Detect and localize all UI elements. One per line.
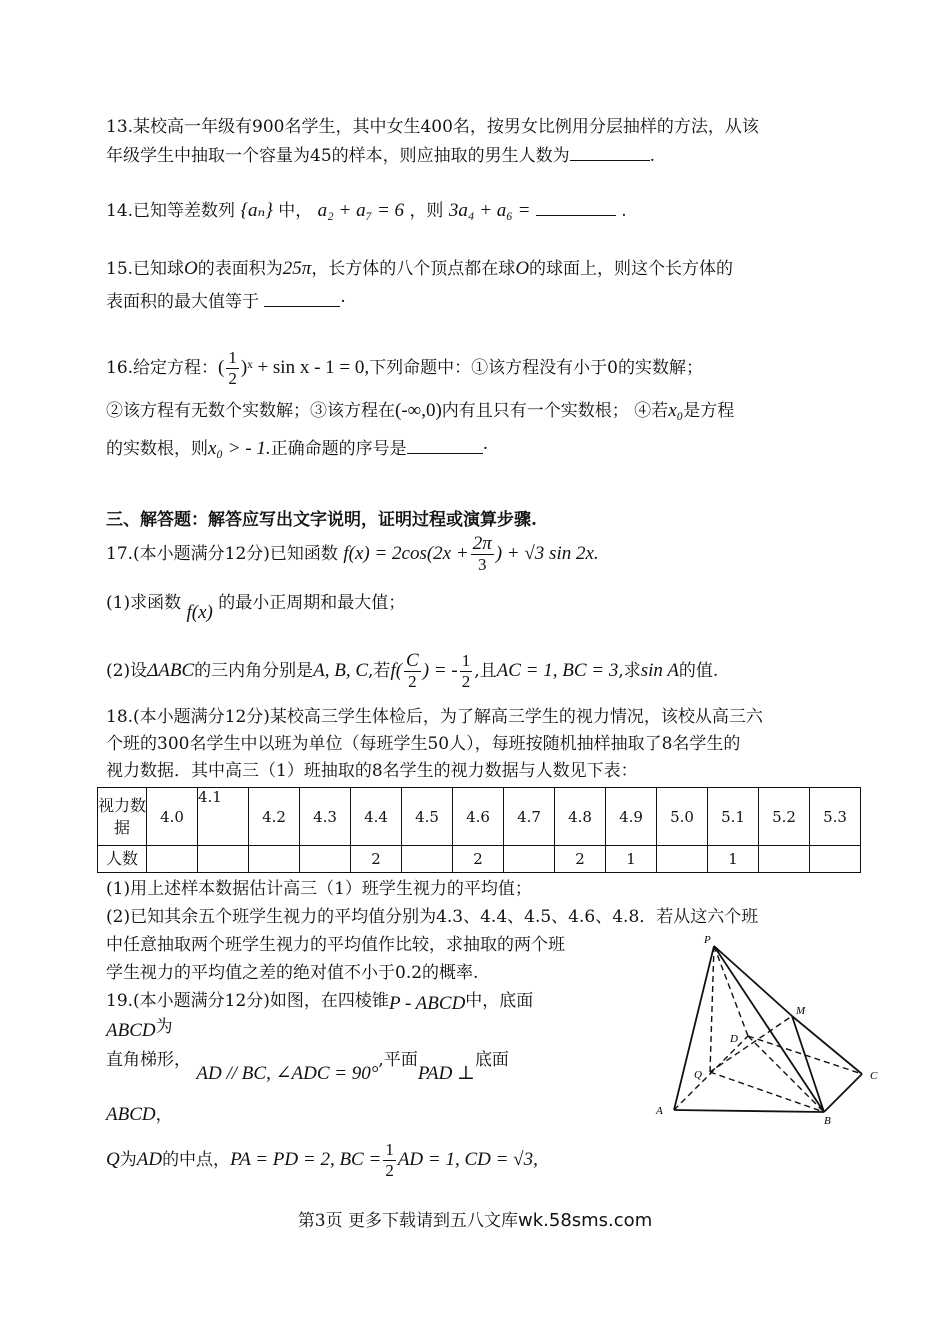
count-cell: [147, 846, 198, 873]
count-cell: [249, 846, 300, 873]
q14-end: .: [621, 201, 627, 221]
q17-p2e: ,求: [618, 661, 641, 681]
q19-pad: PAD ⊥: [417, 1063, 475, 1084]
value-cell: 4.4: [351, 788, 402, 846]
q17-p1f: f(x): [186, 602, 213, 623]
value-cell: 4.7: [504, 788, 555, 846]
q19-line4: [106, 1102, 173, 1128]
q17-fx: f(x) = 2cos(2x +: [343, 543, 469, 564]
q17-eqn: ) = -: [422, 660, 458, 681]
value-cell: 4.3: [300, 788, 351, 846]
count-cell: [810, 846, 861, 873]
q15-area: 25π: [282, 258, 312, 279]
q15-o2: O: [515, 258, 530, 279]
count-cell: [504, 846, 555, 873]
q17-tri: ΔABC: [147, 660, 195, 681]
q16-t3b: 正确命题的序号是: [270, 439, 407, 459]
q17-hfrac: [460, 651, 473, 692]
count-cell: 2: [351, 846, 402, 873]
label-m: M: [796, 1005, 806, 1017]
value-cell: 5.2: [759, 788, 810, 846]
q17-p2d: ,且: [474, 661, 497, 681]
header-vision: 视力数据: [98, 788, 147, 846]
q17-hnum: 1: [461, 651, 471, 670]
q18-line1: 18.(本小题满分12分)某校高三学生体检后，为了解高三学生的视力情况，该校从高三六: [106, 707, 763, 727]
q16-cond: x₀ > - 1.: [208, 438, 271, 459]
count-cell: [759, 846, 810, 873]
value-cell: 4.9: [606, 788, 657, 846]
q19-t5b: 的中点，: [162, 1150, 231, 1170]
q16-t2c: 是方程: [683, 401, 735, 421]
q14-comma: ，则: [409, 201, 444, 221]
q19-abcd1: ABCD: [106, 1020, 156, 1041]
value-cell: 5.3: [810, 788, 861, 846]
q14-prefix: 14.已知等差数列: [106, 201, 236, 221]
table-row-values: [98, 788, 861, 846]
q15-end: ·: [340, 292, 346, 312]
q15-o1: O: [184, 258, 198, 279]
q18-p1: (1)用上述样本数据估计高三（1）班学生视力的平均值；: [106, 879, 532, 899]
count-cell: [657, 846, 708, 873]
q19-wei: 为: [155, 1017, 173, 1037]
q16-line1: 16.给定方程：( $\frac{1}{2}$ )ˣ + sin x - 1 = 0,下列命题中：①该方程没有小于0的实数解；: [106, 348, 703, 388]
q13-line1: 13.某校高一年级有900名学生，其中女生400名，按男女比例用分层抽样的方法，从该: [106, 117, 759, 137]
q16-rest: 下列命题中：①该方程没有小于0的实数解；: [369, 358, 703, 378]
q17-fc: f(: [390, 660, 403, 681]
edge-pq: [710, 946, 714, 1072]
q14-cond: a₂ + a₇ = 6: [317, 200, 405, 221]
value-cell: 4.1: [198, 788, 249, 846]
table-row-counts: [98, 846, 861, 873]
label-c: C: [870, 1070, 878, 1082]
edge-pa: [674, 946, 714, 1110]
q17-hden: 2: [461, 672, 471, 691]
q16-t2b: 内有且只有一个实数根； ④若: [441, 401, 669, 421]
q19-t3c: 底面: [474, 1050, 509, 1070]
q19-comma: ，: [155, 1105, 173, 1125]
count-cell: 1: [708, 846, 759, 873]
q19-ad: AD: [136, 1149, 163, 1170]
value-cell: 4.8: [555, 788, 606, 846]
q17-abc: A, B, C: [313, 660, 369, 681]
q15-t2: 的表面积为: [197, 259, 283, 279]
value-cell: 5.1: [708, 788, 759, 846]
q19-q: Q: [106, 1149, 120, 1170]
q19-fnum: 1: [385, 1140, 394, 1159]
q18-p2b: 中任意抽取两个班学生视力的平均值作比较，求抽取的两个班: [106, 935, 565, 955]
q19-t5a: 为: [119, 1150, 137, 1170]
q17-p2c: ,若: [368, 661, 391, 681]
q14-seq: {aₙ}: [240, 200, 273, 221]
q19-pabcd: P - ABCD: [388, 993, 466, 1014]
q18-p2a: (2)已知其余五个班学生视力的平均值分别为4.3、4.4、4.5、4.6、4.8．若从这六个班: [106, 907, 759, 927]
count-cell: 2: [453, 846, 504, 873]
q13-end: .: [649, 146, 656, 166]
label-q: Q: [694, 1069, 702, 1081]
q15-t1: 15.已知球: [106, 259, 185, 279]
count-cell: 2: [555, 846, 606, 873]
q15-answer-blank: [264, 294, 340, 307]
q17-num: 2π: [472, 533, 492, 554]
q15-t5: 表面积的最大值等于: [106, 292, 259, 312]
q17-sina: sin A: [640, 660, 679, 681]
q17-den: 3: [477, 555, 487, 574]
edge-db: [748, 1036, 824, 1112]
q16-t2a: ②该方程有无数个实数解；③该方程在: [106, 401, 395, 421]
q14-mid: 中，: [278, 201, 313, 221]
q19-t1a: 19.(本小题满分12分)如图，在四棱锥: [106, 991, 389, 1011]
q15-line1: [106, 256, 733, 282]
footer-text: 第3页 更多下载请到五八文库: [297, 1211, 518, 1231]
q13-text: 年级学生中抽取一个容量为45的样本，则应抽取的男生人数为: [106, 146, 570, 166]
footer-site-link[interactable]: wk.58sms.com: [518, 1210, 653, 1231]
q17-p2a: (2)设: [106, 661, 148, 681]
q17-cfrac: [404, 651, 421, 692]
vision-table: [97, 787, 861, 873]
q14-line: [106, 198, 627, 224]
value-cell: 4.5: [402, 788, 453, 846]
q18-p2c: 学生视力的平均值之差的绝对值不小于0.2的概率.: [106, 963, 479, 983]
header-count: 人数: [98, 846, 147, 873]
q19-line2: [106, 1018, 173, 1044]
q19-pa: PA = PD = 2, BC =: [230, 1149, 382, 1170]
q17-p2: [106, 647, 718, 695]
q16-prefix: 16.给定方程：: [106, 358, 219, 378]
edge-qb: [710, 1072, 824, 1112]
q17-acbc: AC = 1, BC = 3: [496, 660, 619, 681]
edge-dc: [748, 1036, 862, 1074]
q19-line3: [106, 1050, 509, 1084]
q17-p1: [106, 590, 406, 623]
label-b: B: [824, 1115, 831, 1127]
q15-t4: 的球面上，则这个长方体的: [529, 259, 734, 279]
q17-p1a: (1)求函数: [106, 593, 182, 613]
count-cell: [198, 846, 249, 873]
q17-tail: ) + √3 sin 2x.: [495, 543, 599, 564]
q19-fden: 2: [385, 1161, 394, 1180]
label-d: D: [730, 1033, 738, 1045]
q19-abcd2: ABCD: [106, 1104, 156, 1125]
q16-line2: [106, 398, 734, 424]
page-footer: [0, 1206, 950, 1231]
q17-cden: 2: [408, 672, 417, 691]
count-cell: [300, 846, 351, 873]
q18-line3: 视力数据．其中高三（1）班抽取的8名学生的视力数据与人数见下表：: [106, 761, 638, 781]
q19-par: AD // BC, ∠ADC = 90°: [196, 1063, 379, 1084]
value-cell: 4.2: [249, 788, 300, 846]
count-cell: 1: [606, 846, 657, 873]
q15-line2: [106, 289, 346, 315]
q16-t3a: 的实数根，则: [106, 439, 208, 459]
q17-prefix: 17.(本小题满分12分)已知函数: [106, 544, 338, 564]
q13-answer-blank: [570, 144, 650, 161]
edge-bc: [824, 1074, 862, 1112]
q17-cnum: C: [406, 650, 419, 671]
q16-answer-blank: [407, 441, 483, 454]
section-3-heading: 三、解答题：解答应写出文字说明，证明过程或演算步骤.: [106, 510, 537, 530]
q19-t3a: 直角梯形，: [106, 1050, 191, 1070]
q16-den: 2: [228, 369, 237, 388]
q16-eq: ˣ + sin x - 1 = 0,: [247, 357, 370, 378]
q16-line3: [106, 436, 488, 462]
q19-t1b: 中，底面: [465, 991, 534, 1011]
q19-line5: [106, 1137, 538, 1183]
q13-line2: [106, 143, 655, 169]
value-cell: 4.6: [453, 788, 504, 846]
q16-frac: [226, 348, 239, 389]
q19-line1: [106, 988, 533, 1014]
q16-num: 1: [228, 348, 237, 367]
value-cell: 4.0: [147, 788, 198, 846]
q17-frac: [471, 534, 494, 575]
count-cell: [402, 846, 453, 873]
q15-t3: ，长方体的八个顶点都在球: [311, 259, 516, 279]
q19-t3b: ,平面: [378, 1050, 418, 1070]
value-cell: 5.0: [657, 788, 708, 846]
q14-expr: 3a₄ + a₆ =: [448, 200, 531, 221]
q17-p1b: 的最小正周期和最大值；: [218, 593, 406, 613]
q16-x0: x₀: [668, 400, 684, 421]
q18-line2: 个班的300名学生中以班为单位（每班学生50人），每班按随机抽样抽取了8名学生的: [106, 734, 741, 754]
pyramid-figure: [652, 928, 892, 1128]
q19-adeq: AD = 1, CD = √3,: [397, 1149, 538, 1170]
q16-interval: (-∞,0): [395, 400, 442, 421]
q16-end: ·: [482, 439, 489, 459]
q17-p2b: 的三内角分别是: [194, 661, 314, 681]
label-p: P: [704, 934, 711, 946]
q17-p2f: 的值.: [678, 661, 719, 681]
edge-ab: [674, 1110, 824, 1112]
q14-answer-blank: [536, 199, 616, 216]
q17-line1: [106, 530, 599, 578]
label-a: A: [656, 1105, 663, 1117]
q19-frac: [383, 1140, 396, 1181]
